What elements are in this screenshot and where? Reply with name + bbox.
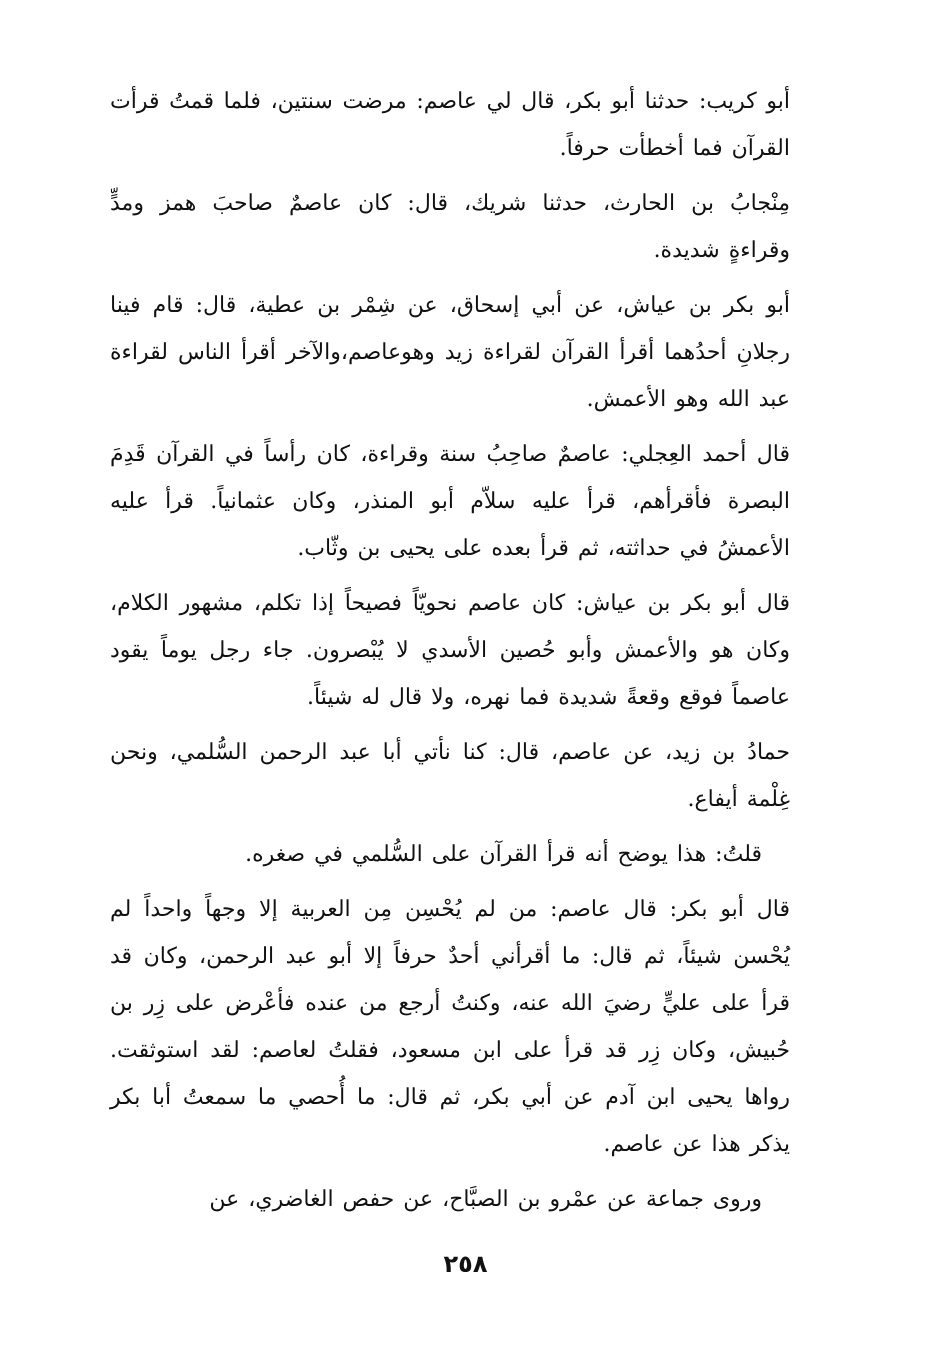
paragraph: أبو بكر بن عياش، عن أبي إسحاق، عن شِمْر بن عطية، قال: قام فينا رجلانِ أحدُهما أقرأ القرآن لقراءة زيد وهوعاصم،والآخر أقرأ الناس لقراءة عبد الله وهو الأعمش.	[110, 293, 790, 412]
paragraph: مِنْجابُ بن الحارث، حدثنا شريك، قال: كان عاصمٌ صاحبَ همز ومدٍّ وقراءةٍ شديدة.	[110, 191, 790, 263]
paragraph: قال أبو بكر: قال عاصم: من لم يُحْسِن مِن العربية إلا وجهاً واحداً لم يُحْسن شيئاً، ثم قال: ما أقرأني أحدٌ حرفاً إلا أبو عبد الرحمن، وكان قد قرأ على عليٍّ رضيَ الله عنه، وكنتُ أرجع من عنده فأعْرض على زِر بن حُبيش، وكان زِر قد قرأ على ابن مسعود، فقلتُ لعاصم: لقد استوثقت. رواها يحيى ابن آدم عن أبي بكر، ثم قال: ما أُحصي ما سمعتُ أبا بكر يذكر هذا عن عاصم.	[110, 897, 790, 1157]
paragraph: قال أبو بكر بن عياش: كان عاصم نحويّاً فصيحاً إذا تكلم، مشهور الكلام، وكان هو والأعمش وأبو حُصين الأسدي لا يُبْصرون. جاء رجل يوماً يقود عاصماً فوقع وقعةً شديدة فما نهره، ولا قال له شيئاً.	[110, 591, 790, 710]
paragraph: وروى جماعة عن عمْرو بن الصبَّاح، عن حفص الغاضري، عن	[209, 1187, 762, 1212]
paragraph: أبو كريب: حدثنا أبو بكر، قال لي عاصم: مرضت سنتين، فلما قمتُ قرأت القرآن فما أخطأت حرفاً.	[110, 89, 790, 161]
page-number: ٢٥٨	[443, 1250, 488, 1278]
paragraph: قال أحمد العِجلي: عاصمٌ صاحِبُ سنة وقراءة، كان رأساً في القرآن قَدِمَ البصرة فأقرأهم، قرأ عليه سلاّم أبو المنذر، وكان عثمانياً. قرأ عليه الأعمشُ في حداثته، ثم قرأ بعده على يحيى بن وثّاب.	[110, 442, 790, 561]
page-text-block	[110, 78, 790, 1231]
paragraph: حمادُ بن زيد، عن عاصم، قال: كنا نأتي أبا عبد الرحمن السُّلمي، ونحن غِلْمة أيفاع.	[110, 740, 790, 812]
paragraph: قلتُ: هذا يوضح أنه قرأ القرآن على السُّلمي في صغره.	[245, 842, 762, 867]
